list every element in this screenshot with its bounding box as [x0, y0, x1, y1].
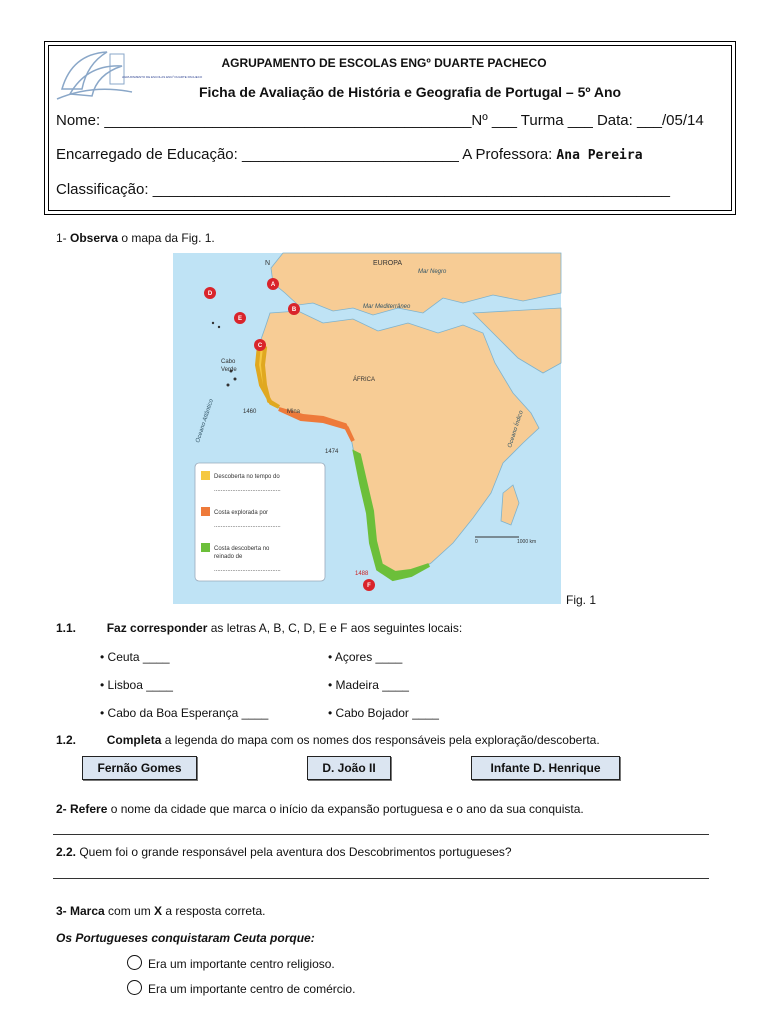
question-1-2-number: 1.2. — [56, 733, 77, 747]
island-dot — [218, 326, 220, 328]
label-atlantico: Oceano Atlântico — [195, 398, 215, 444]
question-3-verb: Marca — [70, 904, 105, 918]
question-2-text: o nome da cidade que marca o início da expansão portuguesa e o ano da sua conquista. — [107, 802, 584, 816]
question-3 — [56, 904, 265, 918]
match-item-madeira: • Madeira ____ — [328, 678, 409, 692]
question-2 — [56, 802, 584, 816]
label-1460: 1460 — [243, 409, 257, 415]
label-1488: 1488 — [355, 571, 369, 577]
question-1-1-text: as letras A, B, C, D, E e F aos seguintes locais: — [207, 621, 463, 635]
marker-e-label: E — [237, 316, 243, 322]
question-2-2-text: Quem foi o grande responsável pela aventura dos Descobrimentos portugueses? — [76, 845, 512, 859]
question-3-number: 3- — [56, 904, 67, 918]
legend-blank-2: ........................................ — [214, 523, 281, 529]
legend-blank-1: ........................................ — [214, 487, 281, 493]
school-logo — [52, 44, 203, 114]
match-item-bojador: • Cabo Bojador ____ — [328, 706, 439, 720]
question-3-text: a resposta correta. — [162, 904, 266, 918]
question-2-2 — [56, 845, 512, 859]
guardian-line — [56, 146, 643, 163]
option-radio-comercio[interactable] — [127, 980, 142, 995]
grade-line: Classificação: ______________________________________________________________ — [56, 181, 670, 198]
marker-a-label: A — [270, 282, 276, 288]
label-mina: Mina — [287, 409, 301, 415]
scale-1000: 1000 km — [517, 539, 537, 545]
marker-f-label: F — [367, 583, 371, 589]
answer-line-2[interactable] — [53, 834, 709, 835]
marker-b-label: B — [291, 307, 297, 313]
label-africa: ÁFRICA — [353, 377, 376, 383]
label-1474: 1474 — [325, 449, 339, 455]
label-cabo-verde-2: Verde — [221, 367, 237, 373]
label-indico: Oceano Índico — [507, 409, 525, 449]
label-cabo-verde-1: Cabo — [221, 359, 236, 365]
option-label-religioso: Era um importante centro religioso. — [148, 957, 335, 971]
legend-item-3b: reinado de — [214, 554, 243, 560]
scale-0: 0 — [475, 539, 478, 545]
logo-text: AGRUPAMENTO DE ESCOLAS ENGº DUARTE PACHECO — [122, 75, 203, 79]
island-dot — [212, 322, 214, 324]
question-1-1 — [56, 621, 462, 635]
label-europe: EUROPA — [373, 260, 403, 267]
marker-c-label: C — [257, 343, 263, 349]
north-arrow: N — [265, 260, 271, 267]
legend-box — [195, 463, 325, 581]
option-fernao-gomes: Fernão Gomes — [82, 756, 197, 780]
option-radio-religioso[interactable] — [127, 955, 142, 970]
school-name: AGRUPAMENTO DE ESCOLAS ENGº DUARTE PACHECO — [221, 56, 547, 70]
worksheet-title: Ficha de Avaliação de História e Geografia de Portugal – 5º Ano — [198, 84, 622, 100]
legend-item-1: Descoberta no tempo do — [214, 474, 280, 480]
question-1-number: 1- — [56, 231, 67, 245]
question-1-1-verb: Faz corresponder — [106, 621, 208, 635]
question-2-number: 2- — [56, 802, 67, 816]
figure-caption: Fig. 1 — [566, 593, 597, 607]
option-infante-d-henrique: Infante D. Henrique — [471, 756, 620, 780]
match-item-acores: • Açores ____ — [328, 650, 403, 664]
guardian-line-text: Encarregado de Educação: __________________________ A Professora: — [56, 146, 553, 163]
island-dot — [227, 384, 230, 387]
question-1-2 — [56, 733, 600, 747]
legend-swatch-orange — [201, 507, 210, 516]
marker-d-label: D — [207, 291, 213, 297]
label-mar-negro: Mar Negro — [418, 269, 447, 275]
question-1-2-text: a legenda do mapa com os nomes dos responsáveis pela exploração/descoberta. — [161, 733, 600, 747]
question-2-2-number: 2.2. — [56, 845, 77, 859]
legend-item-2: Costa explorada por — [214, 510, 269, 516]
question-2-verb: Refere — [70, 802, 108, 816]
question-1-text: o mapa da Fig. 1. — [118, 231, 215, 245]
legend-swatch-yellow — [201, 471, 210, 480]
question-3-x: X — [154, 904, 163, 918]
legend-blank-3: ........................................ — [214, 567, 281, 573]
label-mediterraneo: Mar Mediterrâneo — [363, 304, 411, 310]
island-dot — [234, 378, 237, 381]
legend-item-3a: Costa descoberta no — [214, 546, 270, 552]
question-3-text-mid: com um — [104, 904, 155, 918]
question-1-1-number: 1.1. — [56, 621, 77, 635]
option-d-joao-ii: D. João II — [307, 756, 391, 780]
question-1 — [56, 231, 215, 245]
legend-swatch-green — [201, 543, 210, 552]
answer-line-2-2[interactable] — [53, 878, 709, 879]
match-item-ceuta: • Ceuta ____ — [100, 650, 170, 664]
africa-discoveries-map — [173, 253, 561, 604]
name-line: Nome: ____________________________________________Nº ___ Turma ___ Data: ___/05/14 — [56, 112, 704, 129]
option-label-comercio: Era um importante centro de comércio. — [148, 982, 356, 996]
question-3-prompt: Os Portugueses conquistaram Ceuta porque: — [56, 931, 315, 945]
match-item-boa-esperanca: • Cabo da Boa Esperança ____ — [100, 706, 269, 720]
question-1-verb: Observa — [70, 231, 119, 245]
question-1-2-verb: Completa — [106, 733, 162, 747]
teacher-name: Ana Pereira — [556, 148, 643, 163]
match-item-lisboa: • Lisboa ____ — [100, 678, 173, 692]
